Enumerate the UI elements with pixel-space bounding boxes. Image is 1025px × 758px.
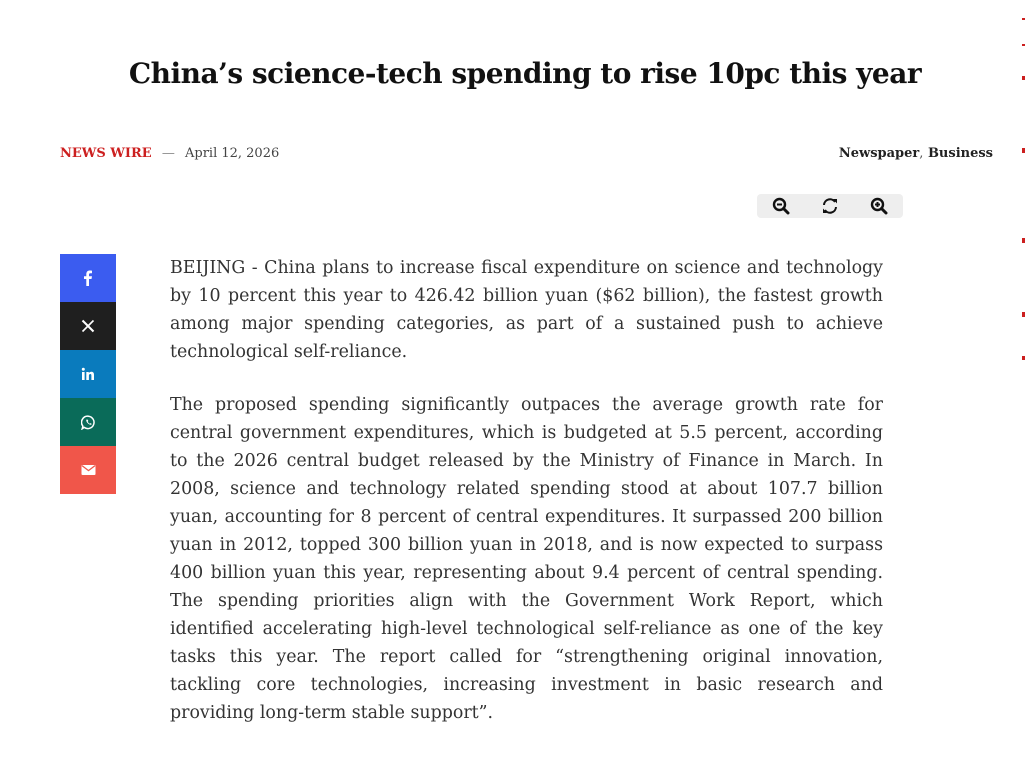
share-linkedin-button[interactable] <box>60 350 116 398</box>
email-icon <box>81 464 96 476</box>
article-paragraph: The proposed spending significantly outpaces the average growth rate for central government expenditures, which is budgeted at 5.5 percent, according to the 2026 central budget released by the Ministry of Finance in March. In 2008, science and technology related spending stood at about 107.7 billion yuan, accounting for 8 percent of central expenditures. It surpassed 200 billion yuan in 2012, topped 300 billion yuan in 2018, and is now expected to surpass 400 billion yuan this year, representing about 9.4 percent of central spending. The spending priorities align with the Government Work Report, which identified accelerating high-level technological self-reliance as one of the key tasks this year. The report called for “strengthening original innovation, tackling core technologies, increasing investment in basic research and providing long-term stable support”. <box>170 395 883 723</box>
reset-zoom-button[interactable] <box>818 194 842 218</box>
article-paragraph: BEIJING - China plans to increase fiscal expenditure on science and technology by 10 percent this year to 426.42 billion yuan ($62 billion), the fastest growth among major spending categories, as part of a sustained push to achieve technological self-reliance. <box>170 258 883 362</box>
share-buttons <box>60 254 116 494</box>
author-link[interactable]: NEWS WIRE <box>60 146 152 161</box>
share-whatsapp-button[interactable] <box>60 398 116 446</box>
facebook-icon <box>81 270 95 286</box>
zoom-in-button[interactable] <box>867 194 891 218</box>
category-link-business[interactable]: Business <box>927 146 993 161</box>
meta-separator: — <box>161 146 175 161</box>
publish-date: April 12, 2026 <box>184 146 280 161</box>
linkedin-icon <box>81 367 95 381</box>
article-title: China’s science-tech spending to rise 10pc this year <box>128 56 922 90</box>
category-link-newspaper[interactable]: Newspaper <box>838 146 920 161</box>
category-list <box>839 146 993 161</box>
article-meta <box>60 146 279 161</box>
share-x-button[interactable] <box>60 302 116 350</box>
text-zoom-controls <box>757 194 903 218</box>
x-icon <box>81 319 95 333</box>
zoom-in-icon <box>870 197 888 215</box>
reset-icon <box>821 197 839 215</box>
article-body <box>170 254 883 752</box>
whatsapp-icon <box>81 415 96 430</box>
share-email-button[interactable] <box>60 446 116 494</box>
zoom-out-button[interactable] <box>769 194 793 218</box>
zoom-out-icon <box>772 197 790 215</box>
share-facebook-button[interactable] <box>60 254 116 302</box>
category-separator: , <box>919 146 924 161</box>
